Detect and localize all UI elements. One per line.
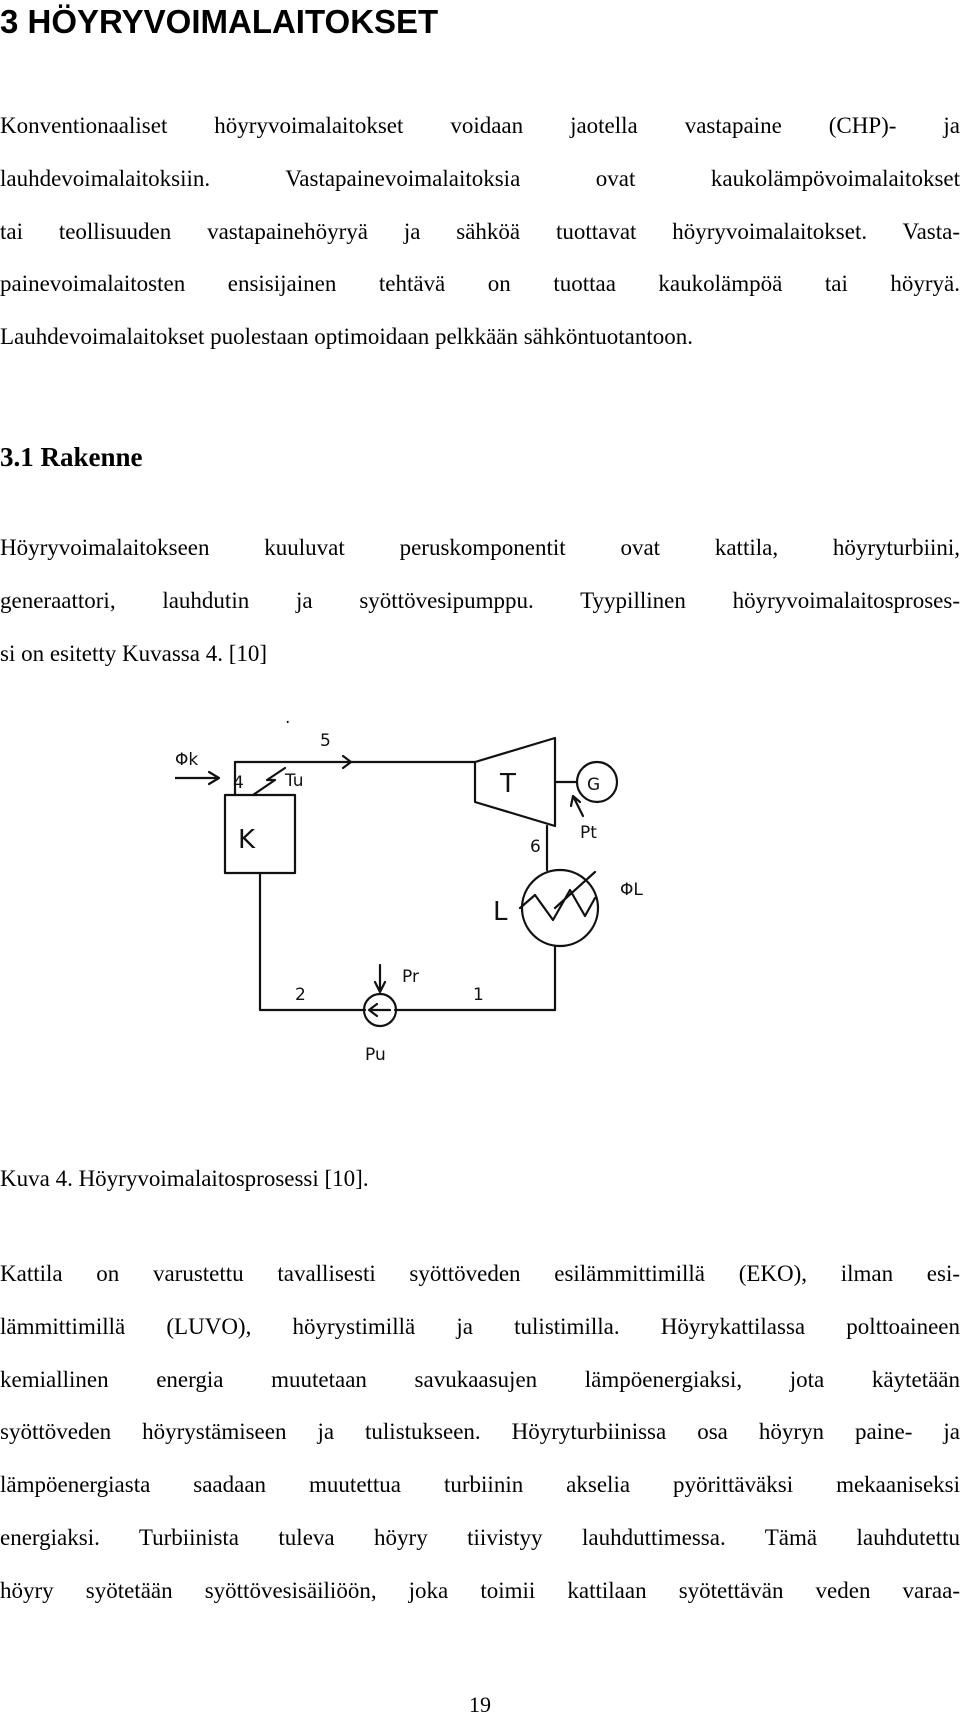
cooling-line (555, 872, 595, 908)
phi-l-label: ΦL (620, 880, 643, 900)
intro-line: tai teollisuuden vastapainehöyryä ja sähköä tuottavat höyryvoimalaitokset. Vasta- (0, 218, 960, 244)
point-6-label: 6 (530, 837, 541, 857)
intro-line: Lauhdevoimalaitokset puolestaan optimoidaan pelkkään sähköntuotantoon. (0, 324, 694, 350)
power-arrow-icon (571, 796, 583, 816)
boiler-box (225, 795, 295, 873)
dot-mark: · (285, 720, 291, 733)
turbine-label: T (500, 769, 516, 799)
section-heading: 3.1 Rakenne (0, 442, 143, 472)
section-line: Höyryvoimalaitokseen kuuluvat peruskomponentit ovat kattila, höyryturbiini, (0, 535, 960, 560)
intro-paragraph (0, 100, 960, 364)
body-line: syöttöveden höyrystämiseen ja tulistukseen. Höyryturbiinissa osa höyryn paine- ja (0, 1419, 960, 1445)
phi-k-label: Φk (175, 750, 199, 770)
section-line: si on esitetty Kuvassa 4. [10] (0, 640, 268, 666)
intro-line: painevoimalaitosten ensisijainen tehtävä on tuottaa kaukolämpöä tai höyryä. (0, 271, 960, 297)
figure-caption: Kuva 4. Höyryvoimalaitosprosessi [10]. (0, 1166, 369, 1191)
condenser-label: L (493, 897, 508, 927)
point-2-label: 2 (295, 985, 306, 1005)
point-5-label: 5 (320, 731, 331, 751)
point-1-label: 1 (473, 985, 484, 1005)
superheater-icon (253, 768, 285, 795)
body-line: lämmittimillä (LUVO), höyrystimillä ja tulistimilla. Höyrykattilassa polttoaineen (0, 1313, 960, 1339)
pr-label: Pr (402, 967, 419, 987)
pt-label: Pt (580, 823, 597, 843)
body-paragraph (0, 1248, 960, 1618)
feed-pipe-left (260, 873, 365, 1010)
point-4-label: 4 (233, 773, 244, 793)
body-line: Kattila on varustettu tavallisesti syöttöveden esilämmittimillä (EKO), ilman esi- (0, 1261, 960, 1286)
body-line: höyry syötetään syöttövesisäiliöön, joka toimii kattilaan syötettävän veden varaa- (0, 1577, 960, 1603)
steam-process-diagram (175, 720, 775, 1120)
boiler-label: K (238, 825, 256, 855)
section-paragraph (0, 522, 960, 680)
pu-label: Pu (365, 1045, 386, 1065)
body-line: lämpöenergiasta saadaan muutettua turbiinin akselia pyörittäväksi mekaaniseksi (0, 1472, 960, 1498)
pump-arrow-icon (369, 1004, 390, 1016)
pump-power-arrow-icon (375, 965, 385, 992)
body-line: kemiallinen energia muutetaan savukaasujen lämpöenergiaksi, jota käytetään (0, 1366, 960, 1392)
body-line: energiaksi. Turbiinista tuleva höyry tiivistyy lauhduttimessa. Tämä lauhdutettu (0, 1524, 960, 1550)
page-number: 19 (469, 1692, 491, 1717)
page-heading: 3 HÖYRYVOIMALAITOKSET (0, 3, 439, 40)
tu-label: Tu (285, 771, 304, 791)
intro-line: Konventionaaliset höyryvoimalaitokset voidaan jaotella vastapaine (CHP)- ja (0, 113, 960, 138)
intro-line: lauhdevoimalaitoksiin. Vastapainevoimalaitoksia ovat kaukolämpövoimalaitokset (0, 165, 960, 191)
generator-label: G (587, 775, 601, 795)
section-line: generaattori, lauhdutin ja syöttövesipumppu. Tyypillinen höyryvoimalaitosproses- (0, 587, 960, 613)
